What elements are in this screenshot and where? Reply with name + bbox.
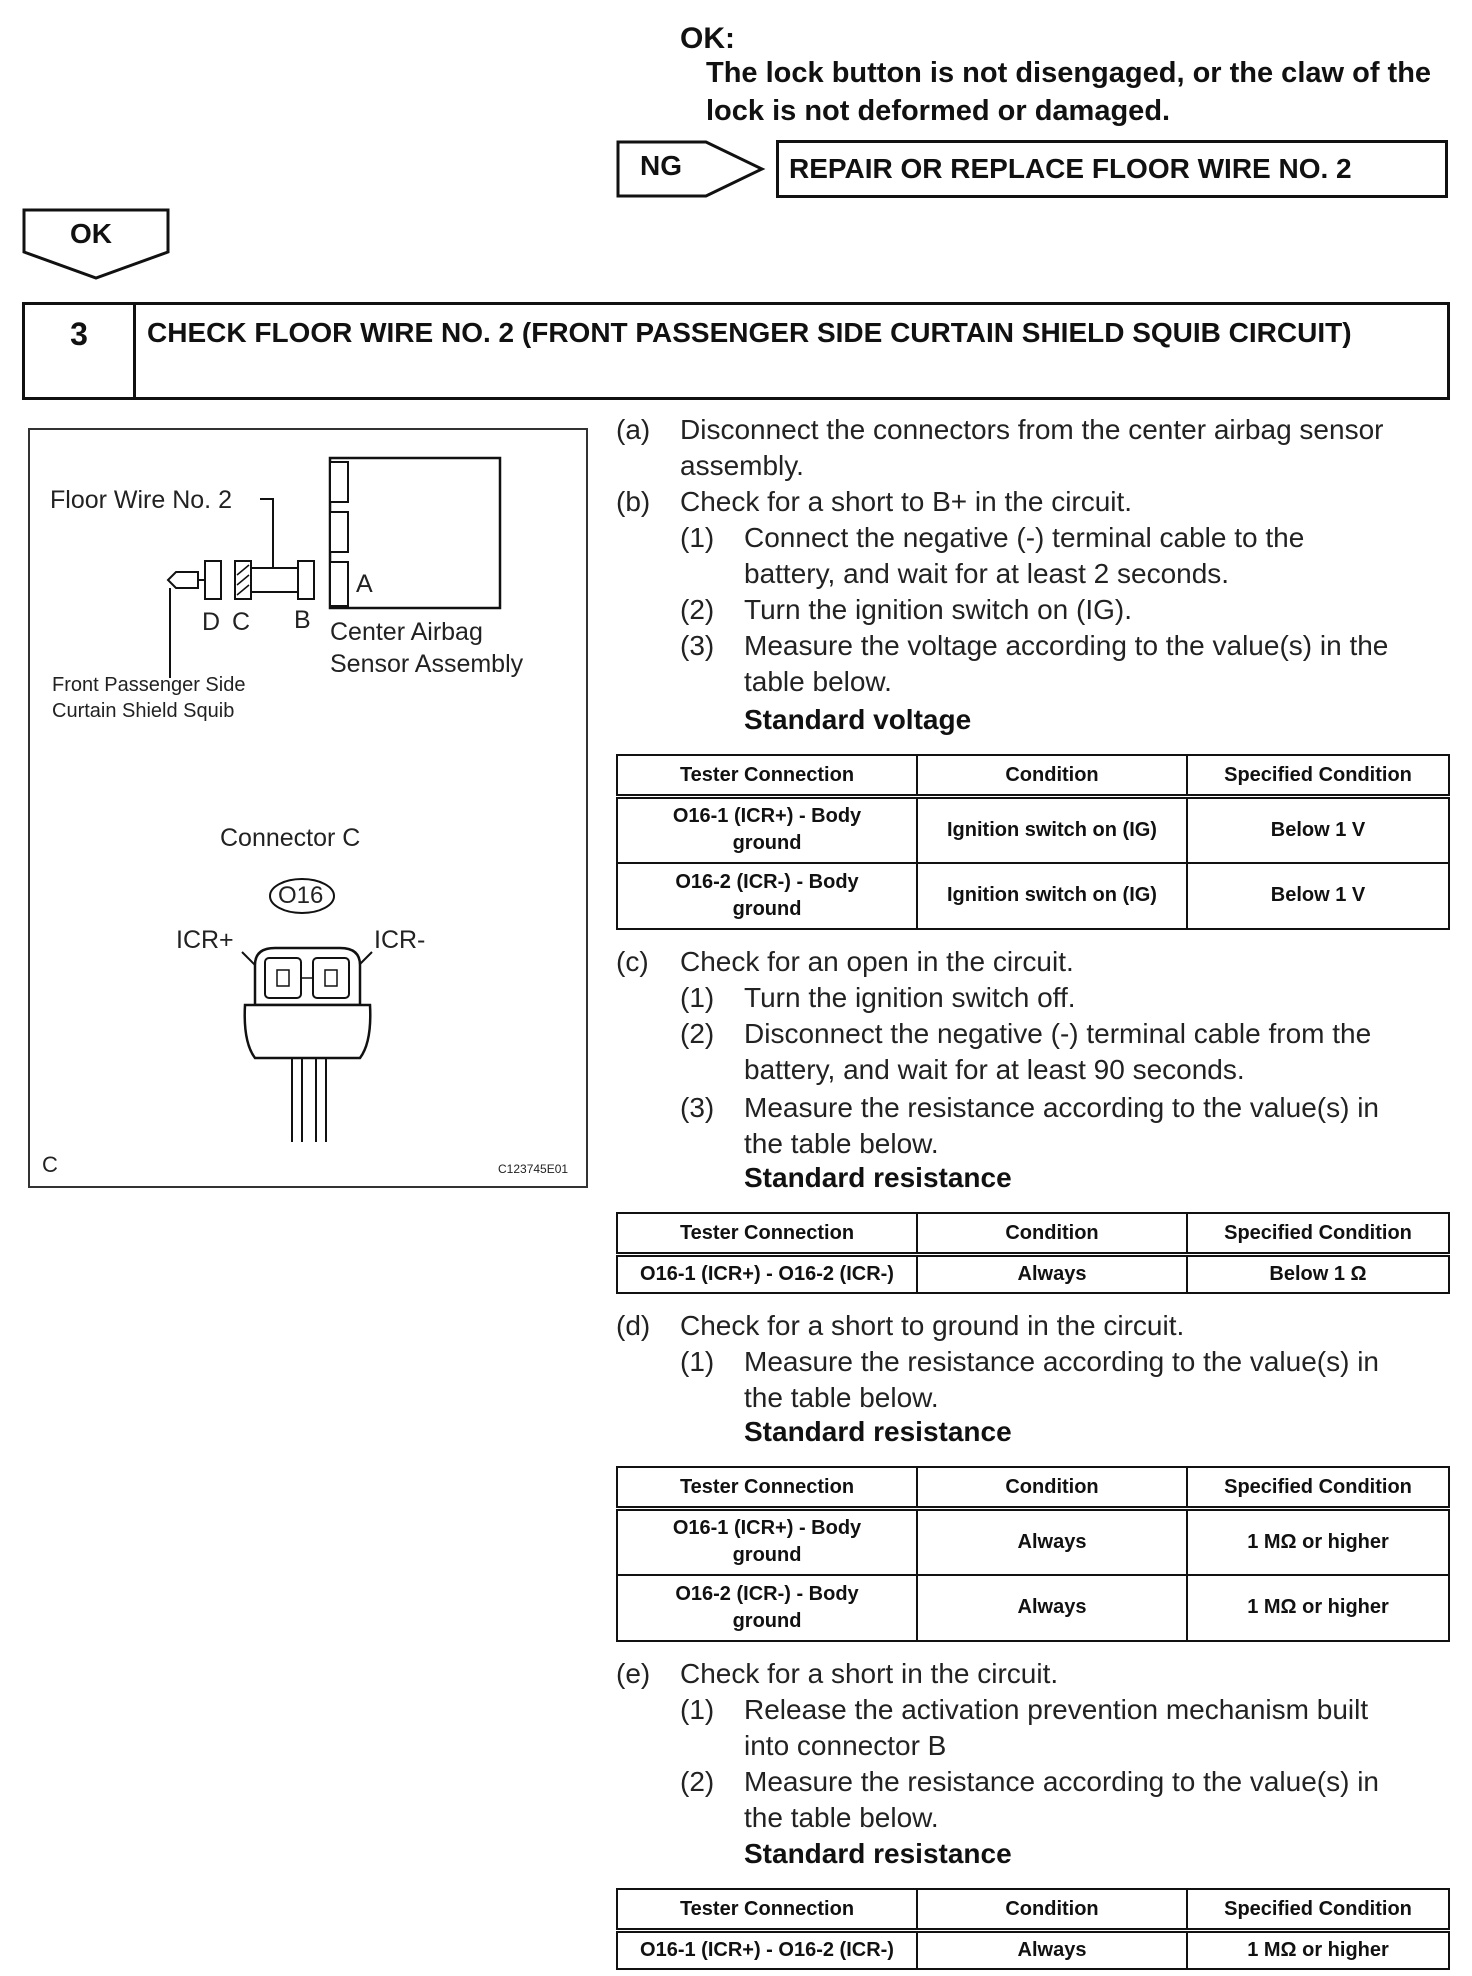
condition-cell: Always — [917, 1931, 1187, 1969]
step-a — [616, 412, 1456, 492]
step-e-text: Check for a short in the circuit. — [680, 1658, 1059, 1689]
pin-plus-label: ICR+ — [176, 926, 234, 954]
header-condition: Condition — [917, 1889, 1187, 1931]
specified-cell: 1 MΩ or higher — [1187, 1931, 1449, 1969]
specified-cell: Below 1 V — [1187, 863, 1449, 929]
pin-minus-label: ICR- — [374, 926, 426, 954]
header-specified-condition: Specified Condition — [1187, 1889, 1449, 1931]
header-tester-connection: Tester Connection — [617, 1467, 917, 1509]
connector-d-letter: D — [202, 608, 221, 636]
substep-text: Measure the resistance according to the value(s) in — [744, 1766, 1379, 1797]
step-number: 3 — [25, 305, 136, 397]
ng-result-box: REPAIR OR REPLACE FLOOR WIRE NO. 2 — [776, 140, 1448, 198]
substep-marker: (2) — [680, 1766, 715, 1797]
tester-cell: O16-2 (ICR-) - Body ground — [617, 863, 917, 929]
standard-voltage-label: Standard voltage — [744, 704, 972, 735]
standard-resistance-label: Standard resistance — [744, 1162, 1012, 1193]
condition-cell: Ignition switch on (IG) — [917, 797, 1187, 863]
step-b-text: Check for a short to B+ in the circuit. — [680, 486, 1133, 517]
connector-b-shape — [298, 561, 314, 599]
substep-marker: (1) — [680, 1346, 715, 1377]
header-tester-connection: Tester Connection — [617, 755, 917, 797]
substep-marker: (1) — [680, 522, 715, 553]
corner-letter: C — [42, 1152, 58, 1177]
step-header — [22, 302, 1450, 400]
floor-wire-label: Floor Wire No. 2 — [50, 486, 232, 514]
voltage-table — [616, 754, 1450, 930]
substep-marker: (2) — [680, 594, 715, 625]
step-c-text: Check for an open in the circuit. — [680, 946, 1074, 977]
squib-label: Curtain Shield Squib — [52, 700, 235, 722]
tester-cell: O16-1 (ICR+) - O16-2 (ICR-) — [617, 1931, 917, 1969]
header-condition: Condition — [917, 1467, 1187, 1509]
connector-b-letter: B — [294, 606, 311, 634]
specified-cell: Below 1 Ω — [1187, 1255, 1449, 1293]
connector-c-letter: C — [232, 608, 251, 636]
step-title: CHECK FLOOR WIRE NO. 2 (FRONT PASSENGER SIDE CURTAIN SHIELD SQUIB CIRCUIT) — [147, 317, 1352, 348]
substep-marker: (3) — [680, 630, 715, 661]
step-d — [616, 1308, 1456, 1418]
header-specified-condition: Specified Condition — [1187, 1467, 1449, 1509]
table-row — [617, 1575, 1449, 1641]
tester-cell: O16-1 (ICR+) - O16-2 (ICR-) — [617, 1255, 917, 1293]
ok-result-heading: OK: — [680, 22, 735, 55]
airbag-sensor-label: Sensor Assembly — [330, 650, 524, 678]
header-condition: Condition — [917, 1213, 1187, 1255]
header-tester-connection: Tester Connection — [617, 1213, 917, 1255]
substep-text: battery, and wait for at least 90 seconds. — [744, 1054, 1245, 1085]
table-row — [617, 863, 1449, 929]
substep-text: Measure the resistance according to the value(s) in — [744, 1092, 1379, 1123]
wiring-diagram-figure — [28, 428, 588, 1188]
step-a-text: assembly. — [680, 450, 804, 481]
short-circuit-table — [616, 1888, 1450, 1970]
table-row — [617, 1509, 1449, 1575]
step-e — [616, 1656, 1456, 1846]
substep-marker: (1) — [680, 982, 715, 1013]
step-a-text: Disconnect the connectors from the center airbag sensor — [680, 414, 1384, 445]
substep-text: Turn the ignition switch off. — [744, 982, 1076, 1013]
substep-marker: (1) — [680, 1694, 715, 1725]
substep-text: Measure the resistance according to the value(s) in — [744, 1346, 1379, 1377]
step-b — [616, 484, 1456, 744]
standard-resistance-label: Standard resistance — [744, 1416, 1012, 1447]
open-circuit-table — [616, 1212, 1450, 1294]
header-specified-condition: Specified Condition — [1187, 1213, 1449, 1255]
step-e-marker: (e) — [616, 1658, 651, 1689]
condition-cell: Always — [917, 1575, 1187, 1641]
wire-body — [248, 568, 298, 592]
figure-id: C123745E01 — [498, 1162, 569, 1176]
table-row — [617, 1931, 1449, 1969]
squib-label: Front Passenger Side — [52, 674, 246, 696]
substep-text: Disconnect the negative (-) terminal cable from the — [744, 1018, 1372, 1049]
tester-cell: O16-1 (ICR+) - Body ground — [617, 797, 917, 863]
substep-text: Release the activation prevention mechanism built — [744, 1694, 1369, 1725]
table-row — [617, 1255, 1449, 1293]
header-tester-connection: Tester Connection — [617, 1889, 917, 1931]
step-c-marker: (c) — [616, 946, 649, 977]
table-row — [617, 797, 1449, 863]
substep-text: Measure the voltage according to the value(s) in the — [744, 630, 1389, 661]
condition-cell: Always — [917, 1509, 1187, 1575]
floor-wire-leader — [260, 499, 273, 568]
condition-cell: Ignition switch on (IG) — [917, 863, 1187, 929]
step-d-marker: (d) — [616, 1310, 651, 1341]
header-specified-condition: Specified Condition — [1187, 755, 1449, 797]
step-c — [616, 944, 1456, 1134]
tester-cell: O16-2 (ICR-) - Body ground — [617, 1575, 917, 1641]
ok-result-text: The lock button is not disengaged, or the claw of the lock is not deformed or damaged. — [706, 57, 1432, 127]
step-a-marker: (a) — [616, 414, 651, 445]
substep-text: Turn the ignition switch on (IG). — [744, 594, 1133, 625]
substep-text: into connector B — [744, 1730, 947, 1761]
wiring-diagram — [30, 430, 586, 1186]
airbag-sensor-label: Center Airbag — [330, 618, 483, 646]
substep-text: table below. — [744, 666, 892, 697]
tester-cell: O16-1 (ICR+) - Body ground — [617, 1509, 917, 1575]
substep-marker: (3) — [680, 1092, 715, 1123]
connector-d-shape — [205, 561, 221, 599]
specified-cell: Below 1 V — [1187, 797, 1449, 863]
ng-arrow-icon — [616, 140, 766, 198]
connector-a-shape — [330, 562, 348, 606]
condition-cell: Always — [917, 1255, 1187, 1293]
substep-text: the table below. — [744, 1128, 939, 1159]
ground-short-table — [616, 1466, 1450, 1642]
sensor-connector-slot — [330, 462, 348, 502]
substep-marker: (2) — [680, 1018, 715, 1049]
standard-resistance-label: Standard resistance — [744, 1838, 1012, 1869]
substep-text: the table below. — [744, 1802, 939, 1833]
connector-c-drawing — [245, 948, 371, 1142]
specified-cell: 1 MΩ or higher — [1187, 1509, 1449, 1575]
connector-code: O16 — [278, 882, 324, 909]
step-d-text: Check for a short to ground in the circuit. — [680, 1310, 1185, 1341]
substep-text: battery, and wait for at least 2 seconds. — [744, 558, 1230, 589]
specified-cell: 1 MΩ or higher — [1187, 1575, 1449, 1641]
connector-a-letter: A — [356, 570, 373, 598]
sensor-connector-slot — [330, 512, 348, 552]
substep-text: the table below. — [744, 1382, 939, 1413]
squib-shape — [168, 572, 198, 588]
connector-c-label: Connector C — [220, 824, 361, 852]
ok-label: OK — [70, 218, 112, 249]
step-b-marker: (b) — [616, 486, 651, 517]
ng-label: NG — [640, 150, 682, 181]
header-condition: Condition — [917, 755, 1187, 797]
substep-text: Connect the negative (-) terminal cable to the — [744, 522, 1305, 553]
